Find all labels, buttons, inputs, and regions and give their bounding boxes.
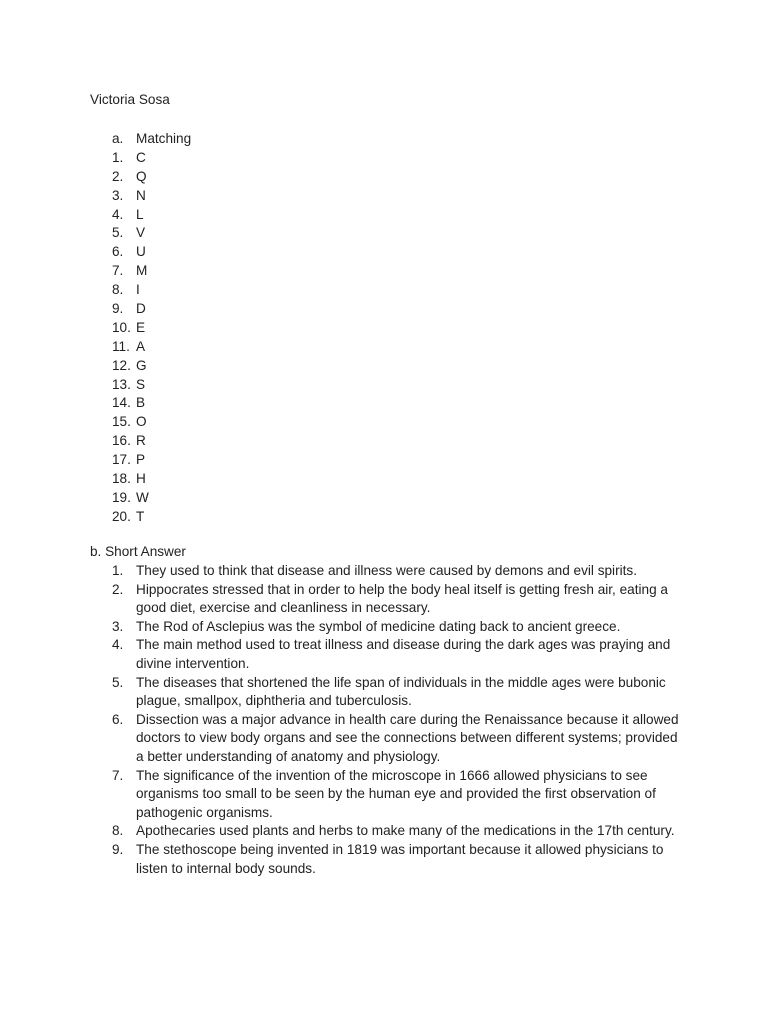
short-answer-number: 1. (112, 563, 124, 578)
matching-item-number: 8. (112, 282, 124, 298)
matching-item-number: 5. (112, 225, 124, 241)
matching-item-answer: I (136, 282, 140, 298)
matching-item-answer: W (136, 489, 149, 505)
matching-item-number: 6. (112, 244, 124, 260)
short-answer-number: 6. (112, 711, 124, 727)
matching-heading: Matching (136, 131, 192, 146)
short-answer-number: 8. (112, 823, 124, 839)
short-answer-item (112, 636, 682, 673)
matching-item-number: 11. (112, 338, 130, 354)
matching-item-number: 18. (112, 471, 131, 487)
matching-item-number: 4. (112, 206, 124, 222)
short-answer-text: The diseases that shortened the life span of individuals in the middle ages were bubonic plague, smallpox, diphtheria and tuberculosis. (136, 674, 666, 709)
matching-item-answer: R (136, 433, 146, 449)
matching-item-number: 13. (112, 376, 131, 392)
matching-item-answer: O (136, 414, 147, 430)
matching-item-answer: S (136, 376, 146, 392)
short-answer-text: The main method used to treat illness and disease during the dark ages was praying and divine intervention. (136, 637, 671, 671)
short-answer-item (112, 674, 682, 711)
short-answer-number: 9. (112, 841, 124, 857)
matching-item-number: 1. (112, 149, 124, 165)
matching-item-answer: L (136, 206, 144, 222)
matching-item-number: 14. (112, 395, 131, 411)
matching-item-answer: G (136, 357, 147, 373)
short-answer-list (112, 562, 682, 878)
matching-item-number: 19. (112, 489, 131, 505)
short-answer-number: 3. (112, 618, 124, 634)
short-answer-item (112, 581, 682, 618)
short-answer-text: Apothecaries used plants and herbs to make many of the medications in the 17th century. (136, 823, 675, 839)
matching-item-number: 17. (112, 452, 131, 468)
short-answer-text: Dissection was a major advance in health care during the Renaissance because it allowed doctors to view body organs and see the connections between different systems; provided a better understanding of anatomy and physiology. (136, 711, 679, 764)
short-answer-text: The stethoscope being invented in 1819 was important because it allowed physicians to listen to internal body sounds. (136, 841, 664, 876)
matching-item-number: 15. (112, 414, 131, 430)
short-answer-number: 4. (112, 637, 124, 653)
short-answer-text: The significance of the invention of the microscope in 1666 allowed physicians to see organisms too small to be seen by the human eye and provided the first observation of pathogenic organisms. (136, 767, 656, 820)
matching-item-number: 20. (112, 508, 131, 524)
short-answer-text: The Rod of Asclepius was the symbol of medicine dating back to ancient greece. (136, 618, 621, 634)
short-answer-text: They used to think that disease and illness were caused by demons and evil spirits. (136, 563, 637, 578)
matching-item-answer: T (136, 508, 145, 524)
matching-item-answer: M (136, 263, 148, 279)
matching-item-answer: Q (136, 168, 147, 184)
matching-item-number: 7. (112, 263, 124, 279)
matching-item-number: 2. (112, 168, 124, 184)
matching-item-answer: D (136, 301, 146, 317)
matching-item-answer: B (136, 395, 146, 411)
short-answer-item (112, 711, 682, 767)
matching-item-answer: H (136, 471, 146, 487)
matching-marker: a. (112, 131, 124, 146)
matching-item-answer: A (136, 338, 146, 354)
short-answer-text: Hippocrates stressed that in order to help the body heal itself is getting fresh air, eating a good diet, exercise and cleanliness in necessary. (136, 581, 668, 616)
matching-item-number: 10. (112, 319, 131, 335)
short-answer-item (112, 562, 682, 581)
matching-item-answer: C (136, 149, 146, 165)
author-name: Victoria Sosa (90, 92, 170, 107)
matching-item-answer: V (136, 225, 146, 241)
short-answer-item (112, 841, 682, 878)
short-answer-heading: b. Short Answer (90, 544, 186, 559)
short-answer-item (112, 767, 682, 823)
matching-item-number: 3. (112, 187, 124, 203)
matching-item-answer: P (136, 452, 146, 468)
short-answer-item (112, 822, 682, 841)
matching-item-number: 9. (112, 301, 124, 317)
short-answer-number: 7. (112, 767, 124, 783)
matching-item-answer: E (136, 319, 146, 335)
matching-item-answer: N (136, 187, 146, 203)
matching-item-number: 12. (112, 357, 131, 373)
short-answer-number: 5. (112, 674, 124, 690)
short-answer-item (112, 618, 682, 637)
short-answer-number: 2. (112, 581, 124, 597)
matching-item-answer: U (136, 244, 146, 260)
matching-item-number: 16. (112, 433, 131, 449)
